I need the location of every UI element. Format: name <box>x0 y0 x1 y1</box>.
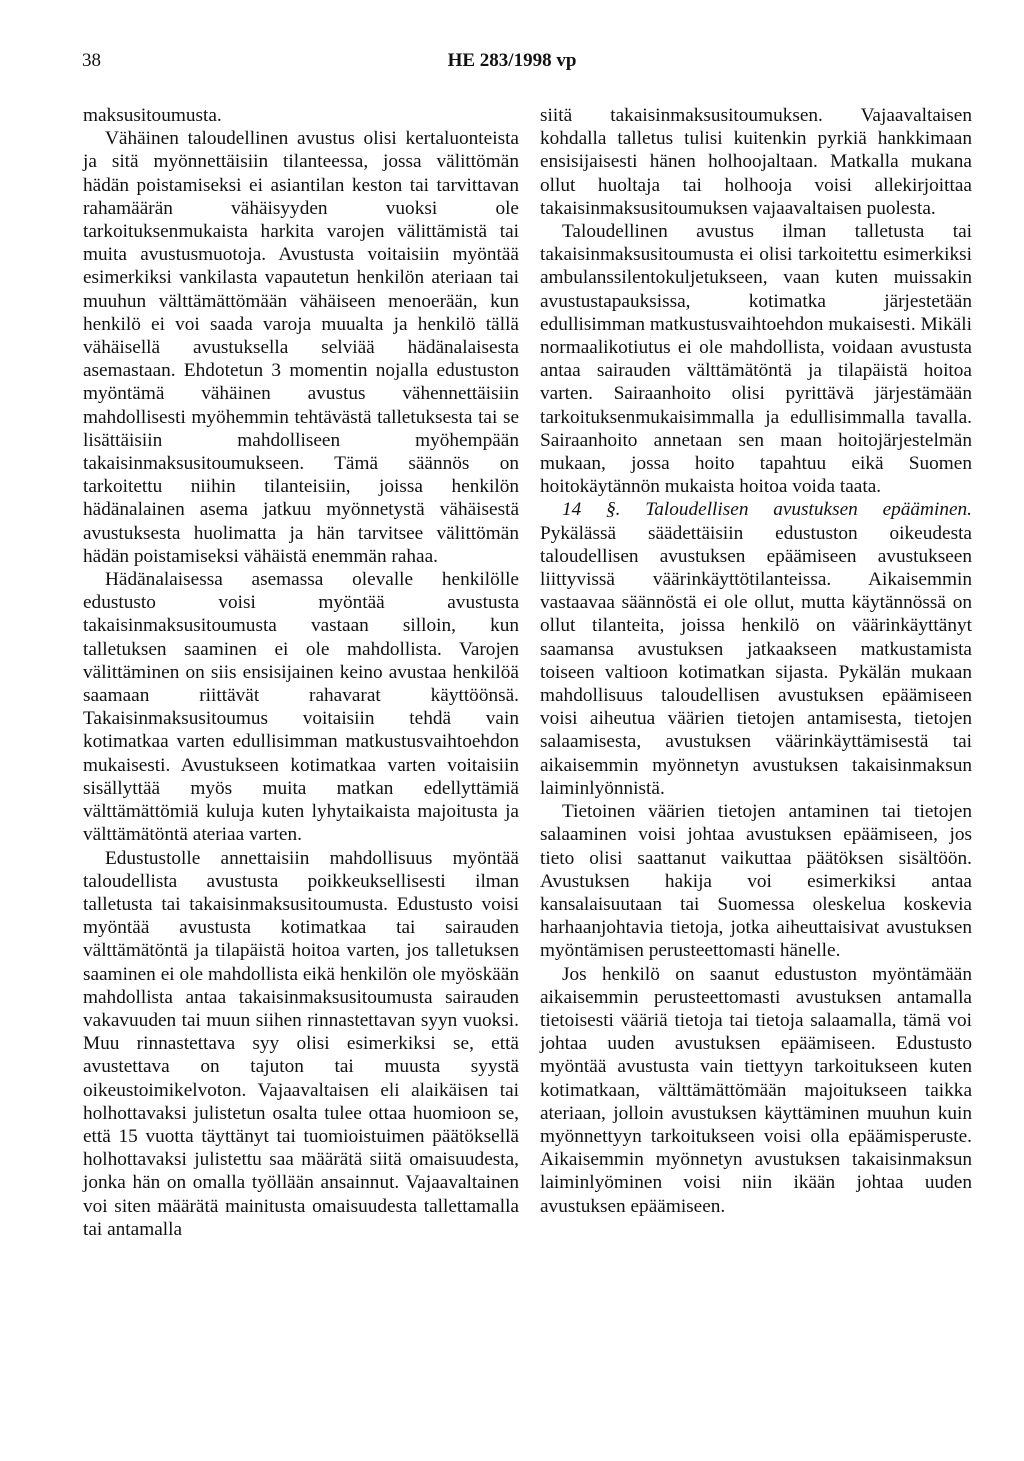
paragraph: maksusitoumusta. <box>83 105 222 126</box>
paragraph: siitä takaisinmaksusitoumuksen. Vajaavaltaisen kohdalla talletus tulisi kuitenkin pyrkiä hankkimaan ensisijaisesti hänen holhoojaltaan. Matkalla mukana ollut huoltaja tai holhooja voisi allekirjoittaa takaisinmaksusitoumuksen vajaavaltaisen puolesta. <box>540 105 972 219</box>
paragraph: Taloudellinen avustus ilman talletusta tai takaisinmaksusitoumusta ei olisi tarkoitettu esimerkiksi ambulanssilentokuljetukseen, vaan kuten muissakin avustustapauksissa, kotimatka järjestetään edullisimman matkustusvaihtoehdon mukaisesti. Mikäli normaalikotiutus ei ole mahdollista, voidaan avustusta antaa sairauden välttämätöntä ja tilapäistä hoitoa varten. Sairaanhoito olisi pyrittävä järjestämään tarkoituksenmukaisimmalla ja edullisimmalla tavalla. Sairaanhoito annetaan sen maan hoitojärjestelmän mukaan, jossa hoito tapahtuu eikä Suomen hoitokäytännön mukaista hoitoa voida taata. <box>540 221 972 498</box>
section-text: Pykälässä säädettäisiin edustuston oikeudesta taloudellisen avustuksen epäämiseen avustukseen liittyvissä väärinkäyttötilanteissa. Aikaisemmin vastaavaa säännöstä ei ole ollut, mutta käytännössä on ollut tilanteita, joissa henkilö on väärinkäyttänyt saamansa avustuksen jatkaakseen matkustamista toiseen valtioon kotimatkan sijasta. Pykälän mukaan mahdollisuus taloudellisen avustuksen epäämiseen voisi aiheutua väärien tietojen antamisesta, tietojen salaamisesta, avustuksen väärinkäyttämisestä tai aikaisemmin myönnetyn avustuksen takaisinmaksun laiminlyönnistä. <box>540 522 972 799</box>
running-header: HE 283/1998 vp <box>447 50 577 71</box>
paragraph: Edustustolle annettaisiin mahdollisuus myöntää taloudellista avustusta poikkeuksellisesti ilman talletusta tai takaisinmaksusitoumusta. Edustusto voisi myöntää avustusta kotimatkaa tai sairauden välttämätöntä ja tilapäistä hoitoa varten, jos talletuksen saaminen ei ole mahdollista eikä henkilön ole myöskään mahdollista antaa takaisinmaksusitoumusta sairauden vakavuuden tai muun siihen rinnastettavan syyn vuoksi. Muu rinnastettava syy olisi esimerkiksi se, että avustettava on tajuton tai muusta syystä oikeustoimikelvoton. Vajaavaltaisen eli alaikäisen tai holhottavaksi julistetun osalta tulee ottaa huomioon se, että 15 vuotta täyttänyt tai tuomioistuimen päätöksellä holhottavaksi julistettu saa määrätä siitä omaisuudesta, jonka hän on omalla työllään ansainnut. Vajaavaltainen voi siten määrätä mainitusta omaisuudesta tallettamalla tai antamalla <box>83 847 519 1240</box>
right-column <box>540 104 972 1218</box>
paragraph: Hädänalaisessa asemassa olevalle henkilölle edustusto voisi myöntää avustusta takaisinmaksusitoumusta vastaan silloin, kun talletuksen saaminen ei ole mahdollista. Varojen välittäminen on siis ensisijainen keino avustaa henkilöä saamaan riittävät rahavarat käyttöönsä. Takaisinmaksusitoumus voitaisiin tehdä vain kotimatkaa varten edullisimman matkustusvaihtoehdon mukaisesti. Avustukseen kotimatkaa varten voitaisiin sisällyttää myös muita matkan edellyttämiä välttämättömiä kuluja kuten lyhytaikaista majoitusta ja välttämätöntä ateriaa varten. <box>83 569 519 846</box>
section-heading: 14 §. Taloudellisen avustuksen epääminen. <box>562 499 972 521</box>
page-number: 38 <box>82 50 101 71</box>
paragraph: Jos henkilö on saanut edustuston myöntämään aikaisemmin perusteettomasti avustuksen antamalla tietoisesti vääriä tietoja tai tietoja salaamalla, tämä voi johtaa uuden avustuksen epäämiseen. Edustusto myöntää avustusta vain tiettyyn tarkoitukseen kuten kotimatkaan, välttämättömään majoitukseen taikka ateriaan, jolloin avustuksen käyttäminen muuhun kuin myönnettyyn tarkoitukseen voisi olla epäämisperuste. Aikaisemmin myönnetyn avustuksen takaisinmaksun laiminlyöminen voisi niin ikään johtaa uuden avustuksen epäämiseen. <box>540 963 972 1217</box>
paragraph: Vähäinen taloudellinen avustus olisi kertaluonteista ja sitä myönnettäisiin tilanteessa, jossa välittömän hädän poistamiseksi ei asiantilan keston tai tarvittavan rahamäärän vähäisyyden vuoksi ole tarkoituksenmukaista harkita varojen välittämistä tai muita avustusmuotoja. Avustusta voitaisiin myöntää esimerkiksi vankilasta vapautetun henkilön ateriaan tai muuhun välttämättömään vähäiseen menoerään, kun henkilö ei voi saada varoja muualta ja henkilö tällä vähäisellä avustuksella selviää hädänalaisesta asemastaan. Ehdotetun 3 momentin nojalla edustuston myöntämä vähäinen avustus vähennettäisiin mahdollisesti myöhemmin tehtävästä talletuksesta tai se lisättäisiin mahdolliseen myöhempään takaisinmaksusitoumukseen. Tämä säännös on tarkoitettu niihin tilanteisiin, joissa henkilön hädänalainen asema jatkuu myönnetystä vähäisestä avustuksesta huolimatta ja hän tarvitsee välittömän hädän poistamiseksi vähäistä enemmän rahaa. <box>83 128 519 567</box>
left-column <box>83 104 519 1241</box>
paragraph: Tietoinen väärien tietojen antaminen tai tietojen salaaminen voisi johtaa avustuksen epäämiseen, jos tieto olisi saattanut vaikuttaa päätöksen sisältöön. Avustuksen hakija voi esimerkiksi antaa kansalaisuutaan tai Suomessa oleskelua koskevia harhaanjohtavia tietoja, jotka aiheuttaisivat avustuksen myöntämisen perusteettomasti hänelle. <box>540 801 972 962</box>
section-paragraph <box>540 498 972 800</box>
